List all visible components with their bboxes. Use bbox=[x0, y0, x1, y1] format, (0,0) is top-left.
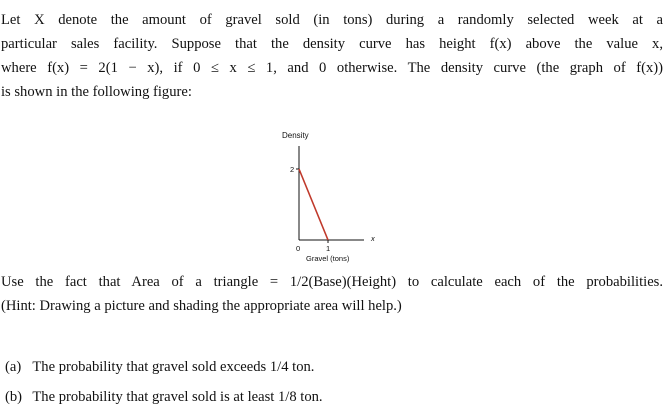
x-tick-0-label: 0 bbox=[296, 244, 301, 253]
density-figure bbox=[270, 126, 380, 266]
intro-line-1: Let X denote the amount of gravel sold (in tons) during a randomly selected week at a bbox=[1, 12, 663, 28]
x-axis-symbol: x bbox=[371, 234, 375, 243]
intro-line-3: where f(x) = 2(1 − x), if 0 ≤ x ≤ 1, and 0 otherwise. The density curve (the graph of f(x)) bbox=[1, 60, 663, 76]
x-axis-label: Gravel (tons) bbox=[306, 254, 350, 263]
intro-line-4: is shown in the following figure: bbox=[1, 84, 192, 100]
task-paragraph bbox=[1, 270, 663, 318]
question-item-a bbox=[5, 359, 314, 376]
question-b-text: The probability that gravel sold is at least 1/8 ton. bbox=[32, 389, 323, 405]
question-b-label: (b) bbox=[5, 389, 23, 405]
question-item-b bbox=[5, 389, 323, 406]
density-line bbox=[299, 169, 328, 240]
question-a-text: The probability that gravel sold exceeds 1/4 ton. bbox=[32, 359, 315, 375]
intro-line-2: particular sales facility. Suppose that the density curve has height f(x) above the value x, bbox=[1, 36, 663, 52]
x-tick-1-label: 1 bbox=[326, 244, 331, 253]
intro-paragraph bbox=[1, 8, 663, 104]
y-axis-label: Density bbox=[282, 131, 309, 140]
task-line-2: (Hint: Drawing a picture and shading the appropriate area will help.) bbox=[1, 298, 402, 314]
question-a-label: (a) bbox=[5, 359, 22, 375]
y-tick-2-label: 2 bbox=[290, 165, 295, 174]
task-line-1: Use the fact that Area of a triangle = 1/2(Base)(Height) to calculate each of the probabilities. bbox=[1, 274, 663, 290]
